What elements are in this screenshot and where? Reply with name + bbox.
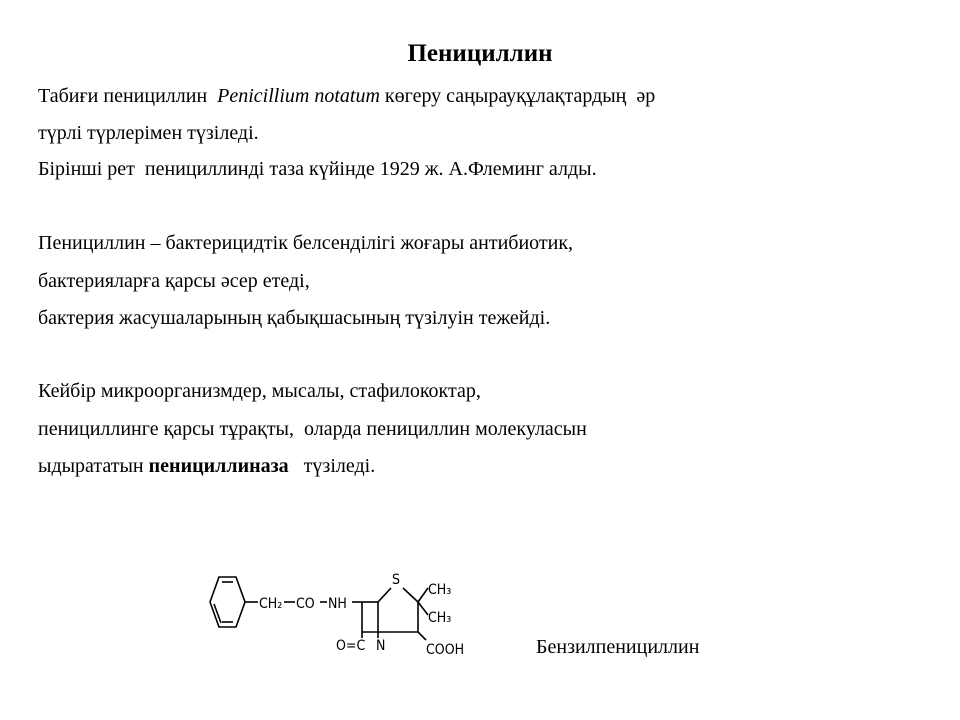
paragraph3-line2: пенициллинге қарсы тұрақты, оларда пенициллин молекуласын	[38, 418, 587, 440]
paragraph2-line3: бактерия жасушаларының қабықшасының түзілуін тежейді.	[38, 307, 551, 329]
structure-name: Бензилпенициллин	[536, 636, 700, 658]
methyl-top-label: CH₃	[428, 582, 452, 598]
ch2-label: CH₂	[259, 596, 283, 612]
nitrogen-label: N	[376, 638, 386, 654]
species-name: Penicillium notatum	[217, 85, 380, 107]
carbonyl-label: O=C	[336, 638, 366, 654]
paragraph1-line1-text: Табиғи пенициллин	[38, 85, 218, 107]
slide-title: Пенициллин	[407, 40, 553, 67]
paragraph3-line3	[38, 452, 375, 480]
paragraph2-line1: Пенициллин – бактерицидтік белсенділігі жоғары антибиотик,	[38, 232, 574, 254]
paragraph3-line3-text-end: түзіледі.	[288, 455, 376, 477]
enzyme-name: пенициллиназа	[148, 455, 289, 477]
cooh-label: COOH	[426, 642, 465, 658]
paragraph1-line2: түрлі түрлерімен түзіледі.	[38, 122, 259, 144]
paragraph1-line1	[38, 82, 655, 110]
co-label: CO	[296, 596, 315, 612]
paragraph3-line1: Кейбір микроорганизмдер, мысалы, стафилококтар,	[38, 380, 481, 402]
nh-label: NH	[328, 596, 347, 612]
paragraph1-line3: Бірінші рет пенициллинді таза күйінде 1929 ж. А.Флеминг алды.	[38, 158, 597, 180]
paragraph1-line1-text-end: көгеру саңырауқұлақтардың әр	[379, 85, 656, 107]
sulfur-label: S	[392, 572, 400, 588]
methyl-bottom-label: CH₃	[428, 610, 452, 626]
paragraph3-line3-text: ыдырататын	[38, 455, 149, 477]
benzylpenicillin-structure	[200, 560, 490, 670]
benzene-ring	[210, 577, 245, 627]
paragraph2-line2: бактерияларға қарсы әсер етеді,	[38, 270, 310, 292]
